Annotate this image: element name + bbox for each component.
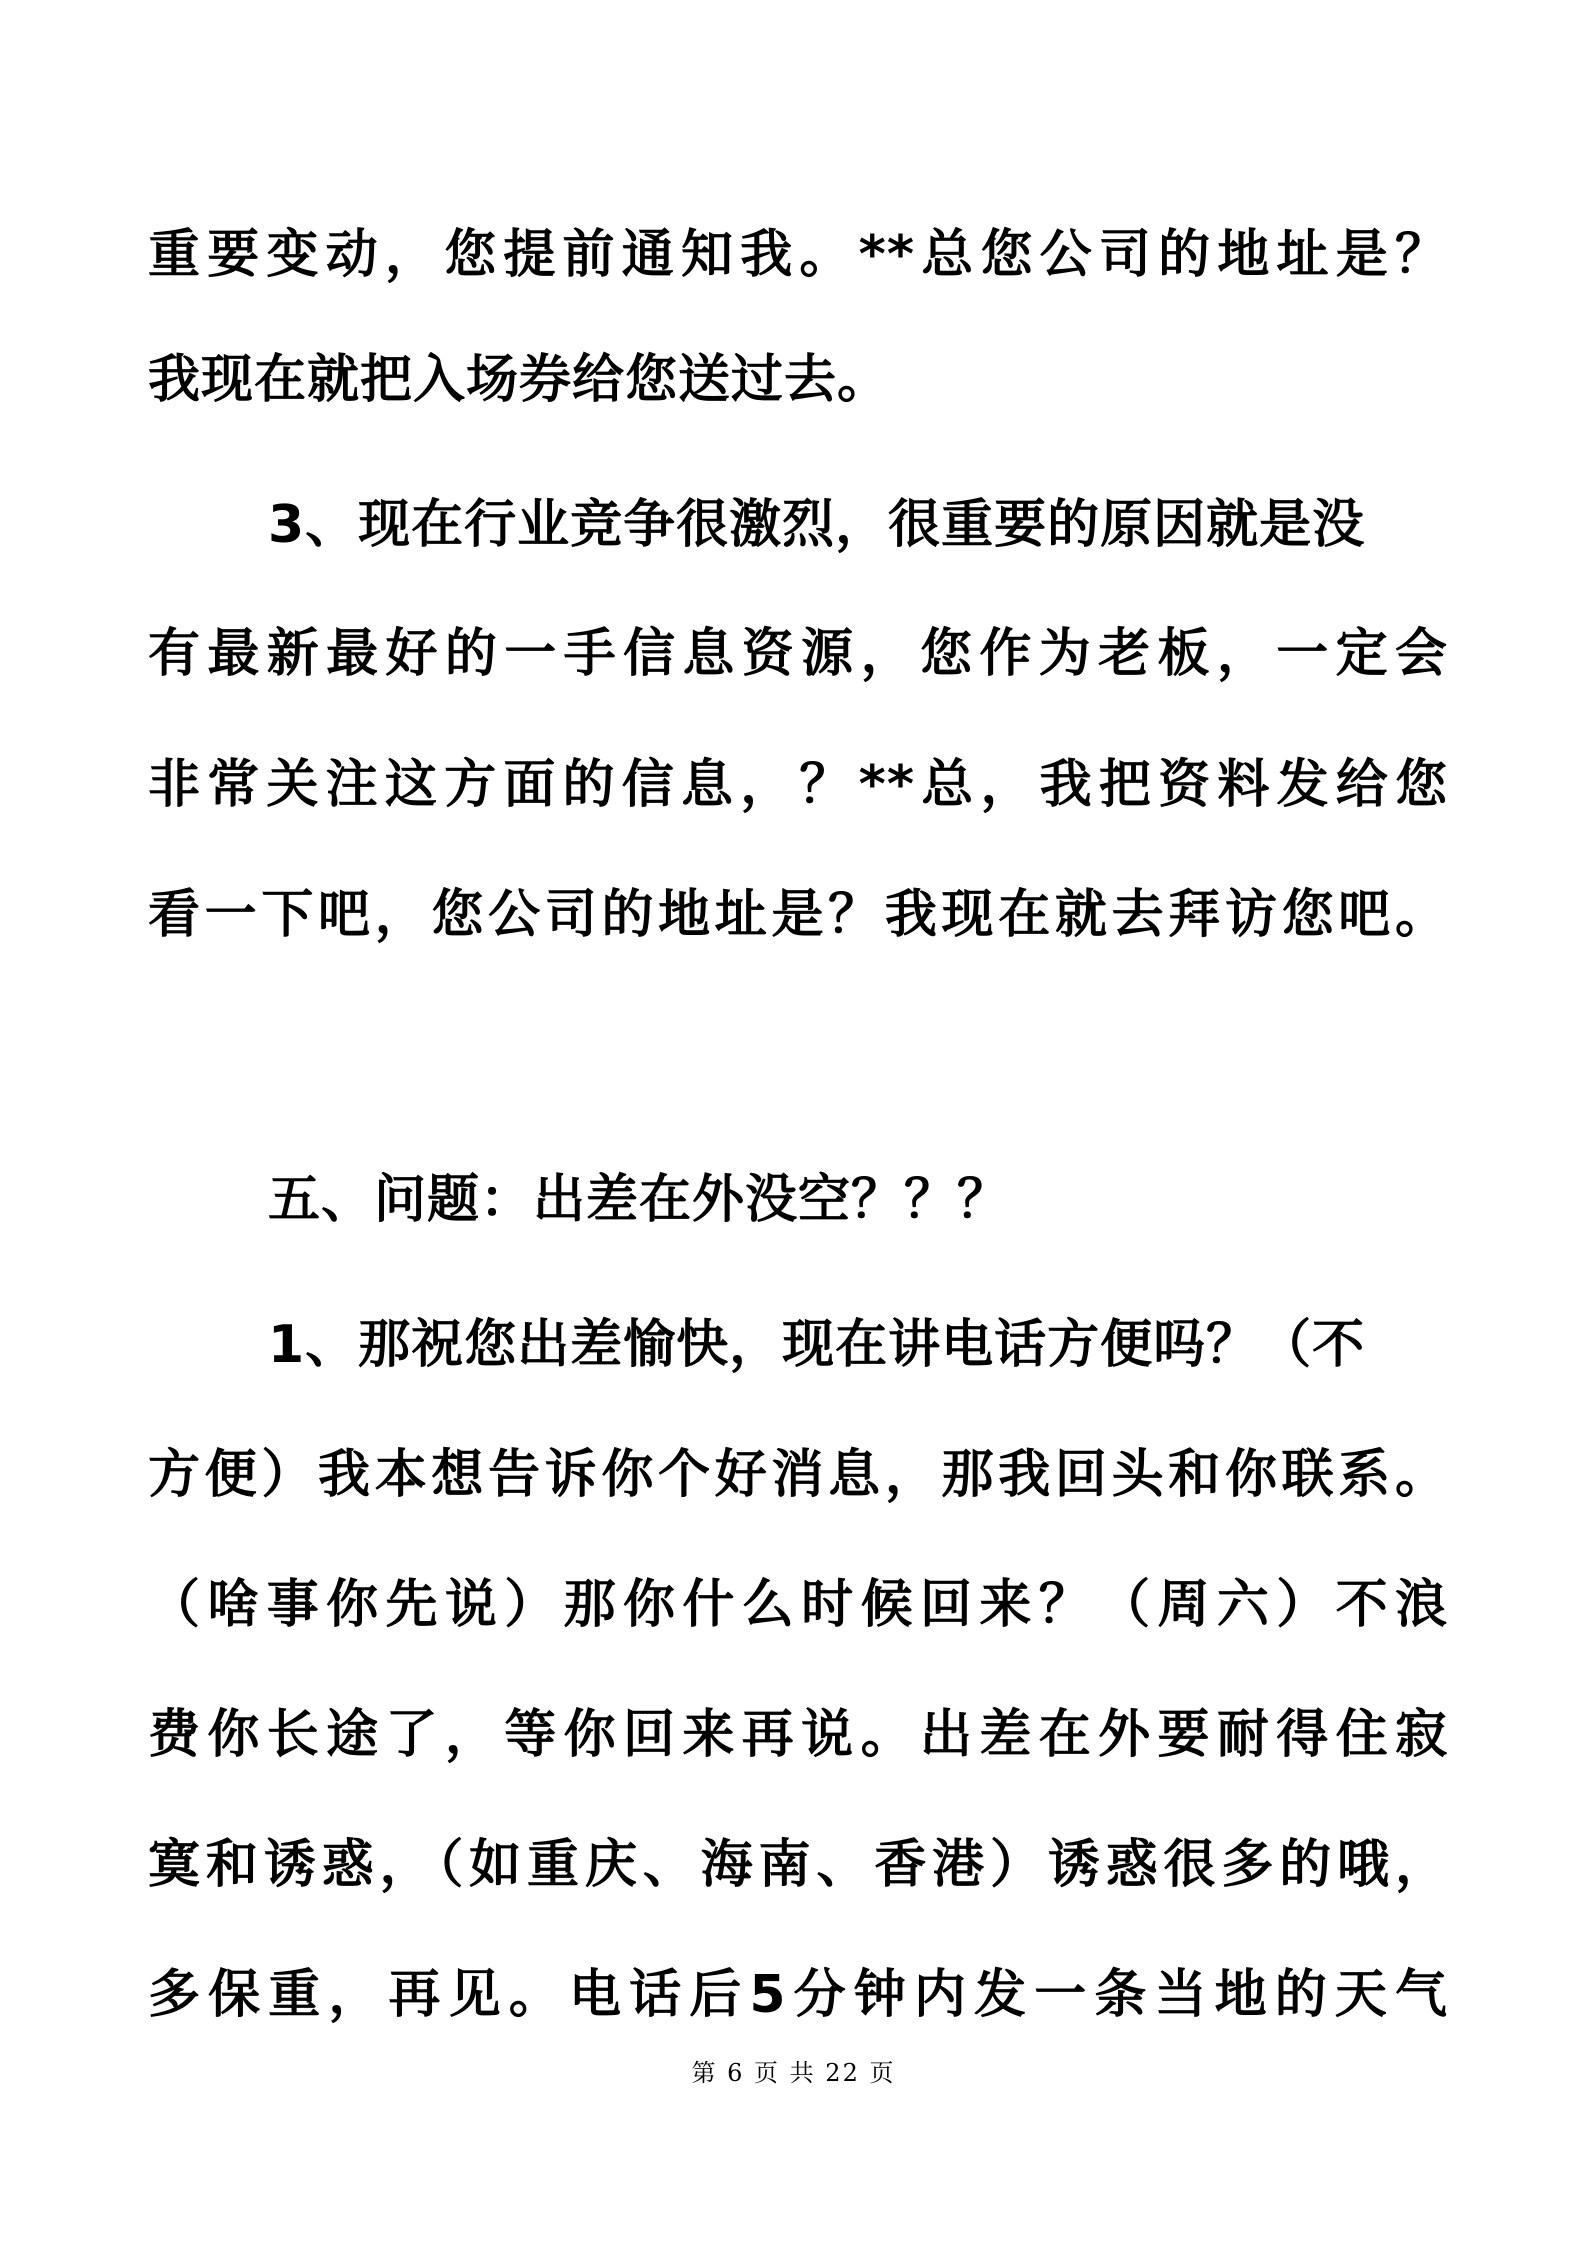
page-footer: 第 6 页 共 22 页 (691, 2059, 896, 2087)
paragraph-line: 有最新最好的一手信息资源，您作为老板，一定会 (148, 624, 1448, 684)
paragraph-line: 方便）我本想告诉你个好消息，那我回头和你联系。 (148, 1445, 1448, 1505)
paragraph-line: 非常关注这方面的信息，？**总，我把资料发给您 (148, 755, 1448, 815)
paragraph-line: 看一下吧，您公司的地址是？我现在就去拜访您吧。 (148, 885, 1448, 945)
paragraph-line: 多保重，再见。电话后5分钟内发一条当地的天气 (148, 1965, 1448, 2025)
paragraph-line: （啥事你先说）那你什么时候回来？（周六）不浪 (148, 1575, 1448, 1635)
paragraph-line: 我现在就把入场券给您送过去。 (148, 350, 891, 410)
section-heading: 五、问题：出差在外没空？？？ (268, 1170, 1011, 1230)
paragraph-line: 重要变动，您提前通知我。**总您公司的地址是？ (148, 225, 1448, 285)
paragraph-line: 1、那祝您出差愉快，现在讲电话方便吗？（不 (268, 1315, 1366, 1375)
paragraph-line: 3、现在行业竞争很激烈，很重要的原因就是没 (268, 495, 1366, 555)
paragraph-line: 费你长途了，等你回来再说。出差在外要耐得住寂 (148, 1705, 1448, 1765)
paragraph-line: 寞和诱惑，（如重庆、海南、香港）诱惑很多的哦， (148, 1835, 1448, 1895)
